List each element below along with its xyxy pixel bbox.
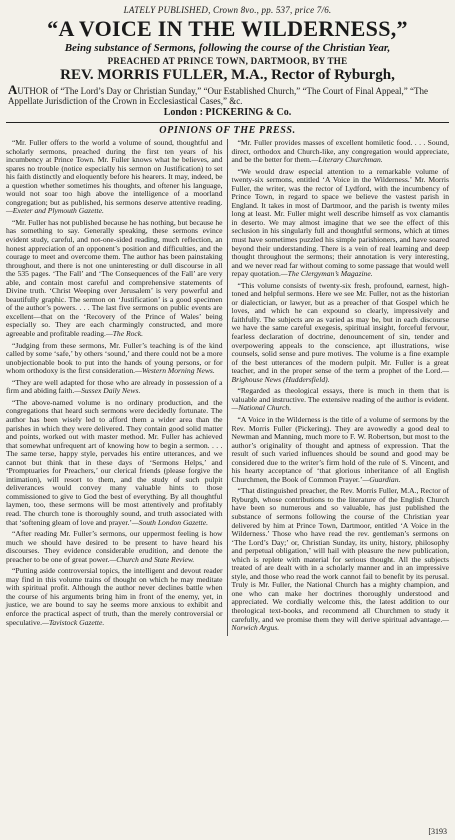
author-line: REV. MORRIS FULLER, M.A., Rector of Ryburgh, — [60, 67, 395, 83]
press-quote — [6, 342, 223, 376]
preached-line: PREACHED AT PRINCE TOWN, DARTMOOR, BY THE — [107, 56, 348, 66]
publisher-line: London : PICKERING & Co. — [163, 107, 292, 118]
publication-notice: LATELY PUBLISHED, Crown 8vo., pp. 537, price 7/6. — [123, 5, 332, 15]
quote-source: —The Rock. — [105, 329, 144, 339]
press-quote — [232, 416, 450, 484]
quote-text: “Putting aside controversial topics, the intelligent and devout reader may find in this volume trains of thought on which he may meditate with spiritual profit. Although the author never declines battle when the course of his arguments bring him in front of the enemy, yet, in justice, we are bound to say he seems more anxious to exhibit and enforce the practical aspect of truth, than the merely controversial or speculative. — [6, 566, 223, 627]
press-quote — [6, 219, 223, 339]
drop-cap: A — [8, 82, 18, 97]
quote-text: “They are well adapted for those who are already in possession of a firm and abiding faith. — [6, 377, 223, 396]
book-title: “A VOICE IN THE WILDERNESS,” — [47, 16, 408, 41]
quote-text: “Mr. Fuller has not published because he has nothing, but because he has something to say. Generally speaking, these sermons evince evident study, careful, and not-one-sided reading, much reflection, an honest appreciation of an opponent’s position and difficulties, and the courage to meet and overcome them. The author has been painstaking throughout, and there is not one uninteresting or dull discourse in all the 535 pages. ‘The Fall’ and ‘The Consequences of the Fall’ are very able, and contain most careful and comprehensive statements of Divine truth. ‘Christ Weeping over Jerusalem’ is very powerful and beautifully graphic. The sermon on ‘Justification’ is a good specimen of the author’s powers. . . . The last five sermons on public events are excellent—that on the ‘Recovery of the Prince of Wales’ being especially so. They are each charmingly constructed, and more agreeable and profitable reading. — [6, 217, 223, 339]
quote-text: “After reading Mr. Fuller’s sermons, our uppermost feeling is how much we should have desired to be present to have heard his discourses. They evidence considerable erudition, and denote the preacher to be one of great power. — [6, 529, 223, 564]
quote-text: “That distinguished preacher, the Rev. Morris Fuller, M.A., Rector of Ryburgh, whose contributions to the literature of the English Church have been so numerous and so valuable, has just published the substance of sermons following the course of the Christian year delivered by him at Prince Town, Dartmoor, entitled ‘A Voice in the Wilderness.’ Those who have read the rev. gentleman’s sermons on ‘The Lord’s Day;’ or, Christian Sunday, its unity, history, philosophy and perpetual obligation,’ will hail with pleasure the new publication, which is replete with material for serious thought. All the subjects treated of are dealt with in a scholarly manner and in an impressive style, and those who read the work cannot fail to benefit by its perusal. Truly is Mr. Fuller, the National Church has a mighty champion, and one who can make her doctrines thoroughly understood and appreciated. We cordially welcome this, the latest addition to our theological text-books, and recommend all Churchmen to study it carefully, and we promise them they will derive spiritual advantage. — [231, 486, 449, 624]
author-works — [6, 84, 449, 106]
left-column — [6, 139, 228, 636]
quote-source: —Tavistock Gazette. — [42, 617, 105, 627]
quote-text: “Judging from these sermons, Mr. Fuller’s teaching is of the kind called by some ‘safe,’ by others ‘sound,’ and there could not be a more unobjectionable book to put into the hands of young persons, or for whom orthodoxy is the first consideration. — [6, 340, 223, 376]
quote-text: “Regarded as theological essays, there is much in them that is valuable and instructive. The extensive reading of the author is evident. — [231, 386, 449, 404]
header-divider — [6, 122, 449, 123]
quote-source: —Brighouse News (Huddersfield). — [231, 366, 449, 384]
quote-source: —Exeter and Plymouth Gazette. — [6, 206, 104, 216]
press-quote — [232, 387, 450, 413]
press-quote — [6, 379, 223, 396]
quote-text: “Mr. Fuller offers to the world a volume of sound, thoughtful and scholarly sermons, preached during the first ten years of his incumbency at Prince Town. Mr. Fuller knows what he believes, and spares no trouble (notice especially his sermon on Justification) to set his faith distinctly and eloquently before his hearers. It may, indeed, be a question whether sometimes his thoughts, and oftener his language, would not soar too high above the intelligence of a moorland congregation; but as published, his sermons deserve attentive reading. — [6, 138, 223, 207]
advertisement-header — [6, 5, 449, 119]
press-quotes-columns — [6, 139, 449, 636]
quote-text: “Mr. Fuller provides masses of excellent homiletic food. . . . Sound, direct, orthodox and Church-like, any congregation would appreciate, and be the better for them. — [231, 138, 449, 165]
quote-source: —Church and State Review. — [109, 554, 195, 564]
quote-text: “A Voice in the Wilderness is the title of a volume of sermons by the Rev. Morris Fuller (Pickering). They are avowedly a good deal to Newman and Manning, much more to F. W. Robertson, but most to the author’s originality of thought and aptness of expression. That the result of such varied influences should be sound and good may be considered due to the writer’s firm hold of the rule of S. Vincent, and his hearty acceptance of ‘that glorious inheritance of all English Churchmen, the Book of Common Prayer.’ — [231, 414, 449, 484]
press-quote — [232, 168, 450, 279]
press-quote — [232, 487, 450, 632]
quote-source: —South London Gazette. — [131, 517, 209, 527]
quote-source: —The Clergyman’s Magazine. — [280, 269, 373, 279]
quote-source: —Norwich Argus. — [231, 614, 449, 633]
quote-source: —Sussex Daily News. — [74, 386, 141, 396]
press-quote — [6, 530, 223, 564]
right-column — [228, 139, 450, 636]
reference-number: [3193 — [428, 827, 447, 836]
quote-text: “This volume consists of twenty-six fresh, profound, earnest, high-toned and helpful sermons. Here we see Mr. Fuller, not as the historian or dialectician, or lawyer, but as a preacher of that Gospel which he loves, and which he can expound so clearly, impressively and faithfully. The subjects are as varied as may be, but in each discourse we have the same careful exegesis, spiritual insight, forceful fervour, fearless declaration of doctrine, denouncement of sin, tender and overpowering appeals to the conscience, apt illustrations, wise counsels, solid sense and pure motives. The volume is a fine example of the best utterances of the modern pulpit. Mr. Fuller is a great teacher, and in the proper sense of the term a prophet of the Lord. — [231, 280, 449, 376]
quote-text: “The above-named volume is no ordinary production, and the congregations that heard such sermons were decidedly fortunate. The author has been wisely led to afford them a wider area than the parishes in which they were delivered. They contain good solid matter and points, worked out with master method. Mr. Fuller has achieved that somewhat unfrequent art of knowing how to begin a sermon. . . . The same terse, happy style, pervades his entire utterances, and we cannot but think that in these days of ‘Sermons Helps,’ and ‘Promptuaries for Preachers,’ our clerical friends (please forgive the intimation), will resort to them, and the study of such pulpit deliverances would convey many valuable hints to those commissioned to give to God the best of everything. By all thoughtful laymen, too, these sermons will be most attentively and profitably read. The church tone is thoroughly sound, and truth associated with that ‘softening gleam of love and prayer.’ — [6, 397, 223, 527]
author-works-text: UTHOR of “The Lord’s Day or Christian Sunday,” “Our Established Church,” “The Court of Final Appeal,” “The Appellate Jurisdiction of the Crown in Ecclesiastical Cases,” &c. — [8, 86, 428, 106]
press-quote — [6, 139, 223, 216]
quote-source: —National Church. — [231, 403, 292, 413]
book-subtitle: Being substance of Sermons, following the course of the Christian Year, — [64, 42, 391, 54]
opinions-heading: OPINIONS OF THE PRESS. — [159, 125, 296, 136]
press-quote — [6, 399, 223, 527]
quote-source: —Guardian. — [362, 474, 401, 484]
press-quote — [232, 282, 450, 385]
quote-source: —Western Morning News. — [135, 366, 215, 376]
press-quote — [6, 567, 223, 627]
quote-source: —Literary Churchman. — [311, 155, 383, 165]
quote-text: “We would draw especial attention to a remarkable volume of twenty-six sermons, entitled ‘A Voice in the Wilderness.’ Mr. Morris Fuller, the writer, was the rector of Lydford, with the incumbency of Prince Town, in regard to space we believe the vastest parish in England. It takes in most of Dartmoor, and the parish is twenty miles long at least. Mr. Fuller might well describe himself as vox clamantis in deserto. We may almost imagine that we see the effect of this seclusion in his singularly full and thoughtful sermons, which at times must have sometimes puzzled his simple parishioners, and have soared beyond their understanding. There is a vein of real learning and deep thought throughout the sermons; their annotation is very interesting, and we never read far without coming to some passage that would well repay quotation. — [231, 166, 449, 279]
press-quote — [232, 139, 450, 165]
